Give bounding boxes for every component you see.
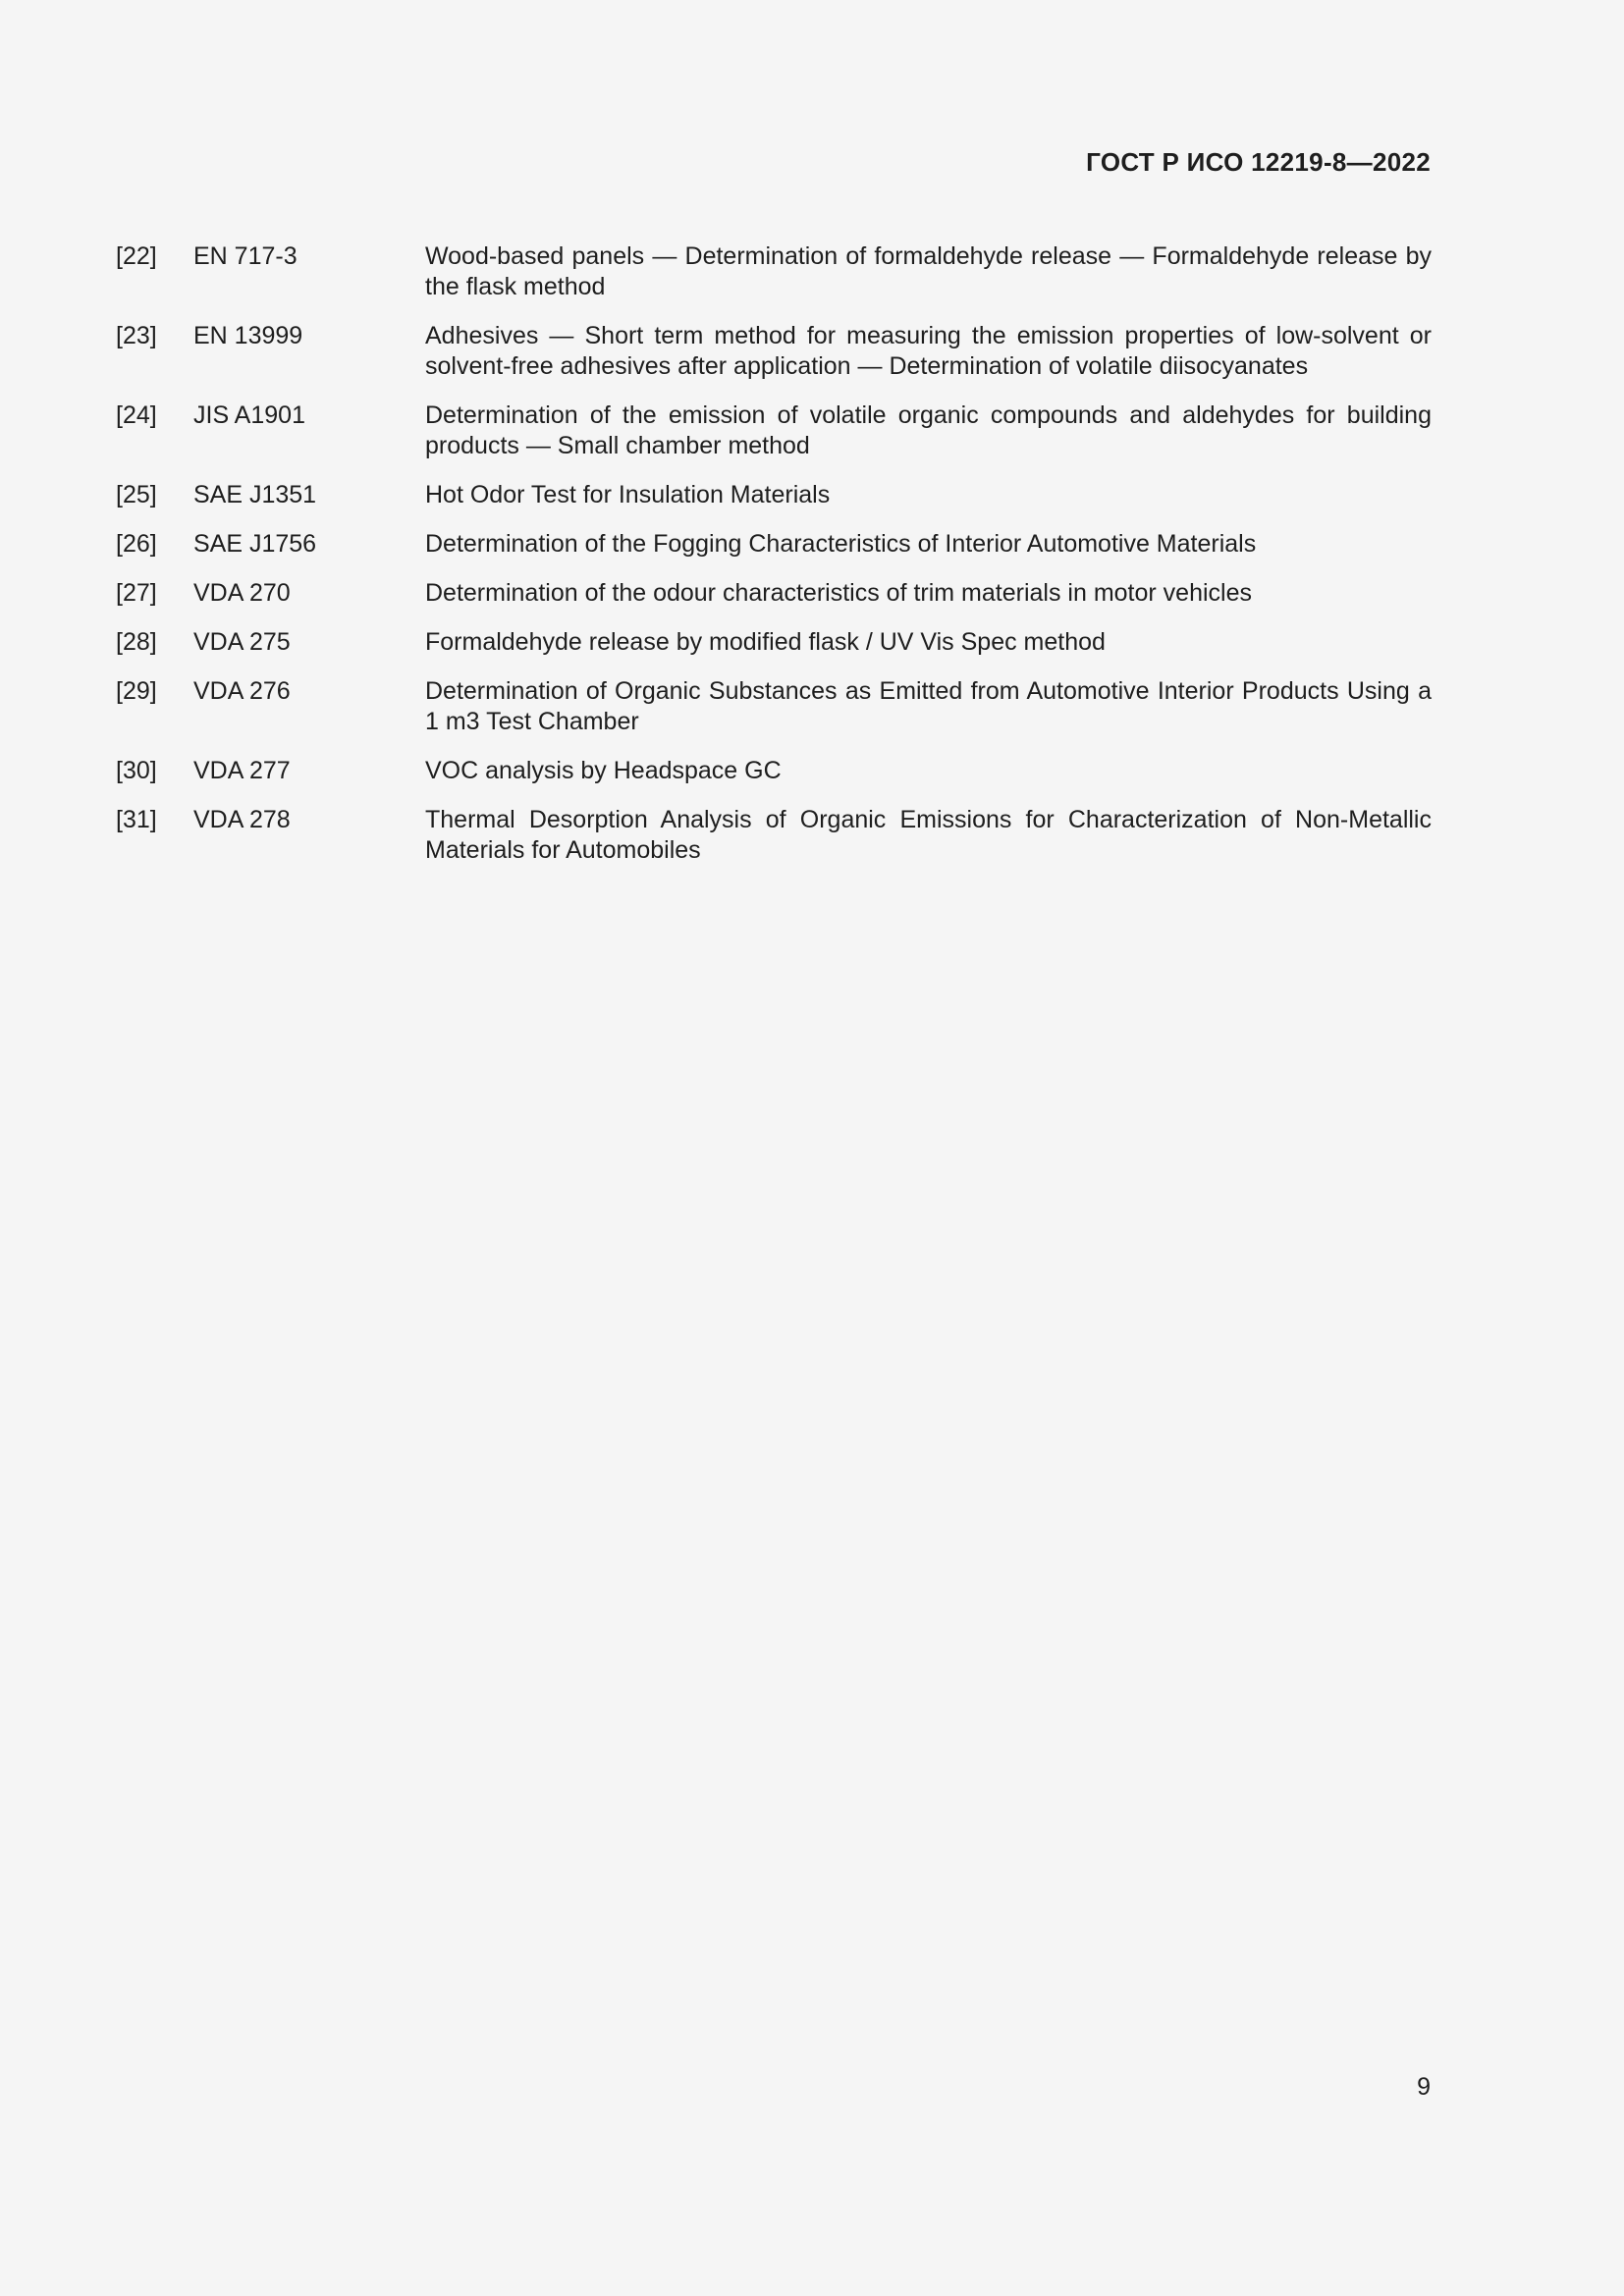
reference-code: JIS A1901 <box>193 401 305 429</box>
bibliography-list <box>116 241 1432 884</box>
reference-number: [30] <box>116 757 157 784</box>
reference-item <box>116 241 1432 302</box>
page-number: 9 <box>1417 2073 1431 2101</box>
reference-code: VDA 278 <box>193 806 291 833</box>
reference-title: Formaldehyde release by modified flask / UV Vis Spec method <box>425 628 1106 656</box>
reference-item <box>116 529 1432 560</box>
reference-code: VDA 277 <box>193 757 291 784</box>
reference-number: [23] <box>116 322 157 349</box>
reference-item <box>116 805 1432 866</box>
reference-number: [28] <box>116 628 157 656</box>
reference-item <box>116 756 1432 786</box>
reference-item <box>116 578 1432 609</box>
reference-number: [31] <box>116 806 157 833</box>
reference-number: [26] <box>116 530 157 558</box>
reference-number: [24] <box>116 401 157 429</box>
reference-title: Determination of the Fogging Characteristics of Interior Automotive Materials <box>425 530 1257 558</box>
reference-title: Adhesives — Short term method for measuring the emission properties of low-solvent or solvent-free adhesives after application — Determination of volatile diisocyanates <box>425 322 1432 380</box>
reference-title: Wood-based panels — Determination of formaldehyde release — Formaldehyde release by the flask method <box>425 242 1432 300</box>
reference-title: Determination of Organic Substances as Emitted from Automotive Interior Products Using a 1 m3 Test Chamber <box>425 677 1432 735</box>
reference-number: [25] <box>116 481 157 508</box>
reference-item <box>116 627 1432 658</box>
reference-code: VDA 275 <box>193 628 291 656</box>
reference-number: [22] <box>116 242 157 270</box>
reference-item <box>116 400 1432 461</box>
reference-title: Determination of the emission of volatile organic compounds and aldehydes for building products — Small chamber method <box>425 401 1432 459</box>
reference-code: EN 13999 <box>193 322 303 349</box>
reference-code: SAE J1351 <box>193 481 317 508</box>
reference-title: Determination of the odour characteristics of trim materials in motor vehicles <box>425 579 1252 607</box>
reference-number: [29] <box>116 677 157 705</box>
reference-item <box>116 676 1432 737</box>
reference-item <box>116 480 1432 510</box>
document-header-id: ГОСТ Р ИСО 12219-8—2022 <box>1086 147 1431 177</box>
reference-code: VDA 276 <box>193 677 291 705</box>
reference-code: EN 717-3 <box>193 242 298 270</box>
reference-item <box>116 321 1432 382</box>
reference-title: Hot Odor Test for Insulation Materials <box>425 481 831 508</box>
reference-code: SAE J1756 <box>193 530 317 558</box>
reference-code: VDA 270 <box>193 579 291 607</box>
reference-title: Thermal Desorption Analysis of Organic Emissions for Characterization of Non-Metallic Materials for Automobiles <box>425 806 1432 864</box>
reference-number: [27] <box>116 579 157 607</box>
reference-title: VOC analysis by Headspace GC <box>425 757 782 784</box>
